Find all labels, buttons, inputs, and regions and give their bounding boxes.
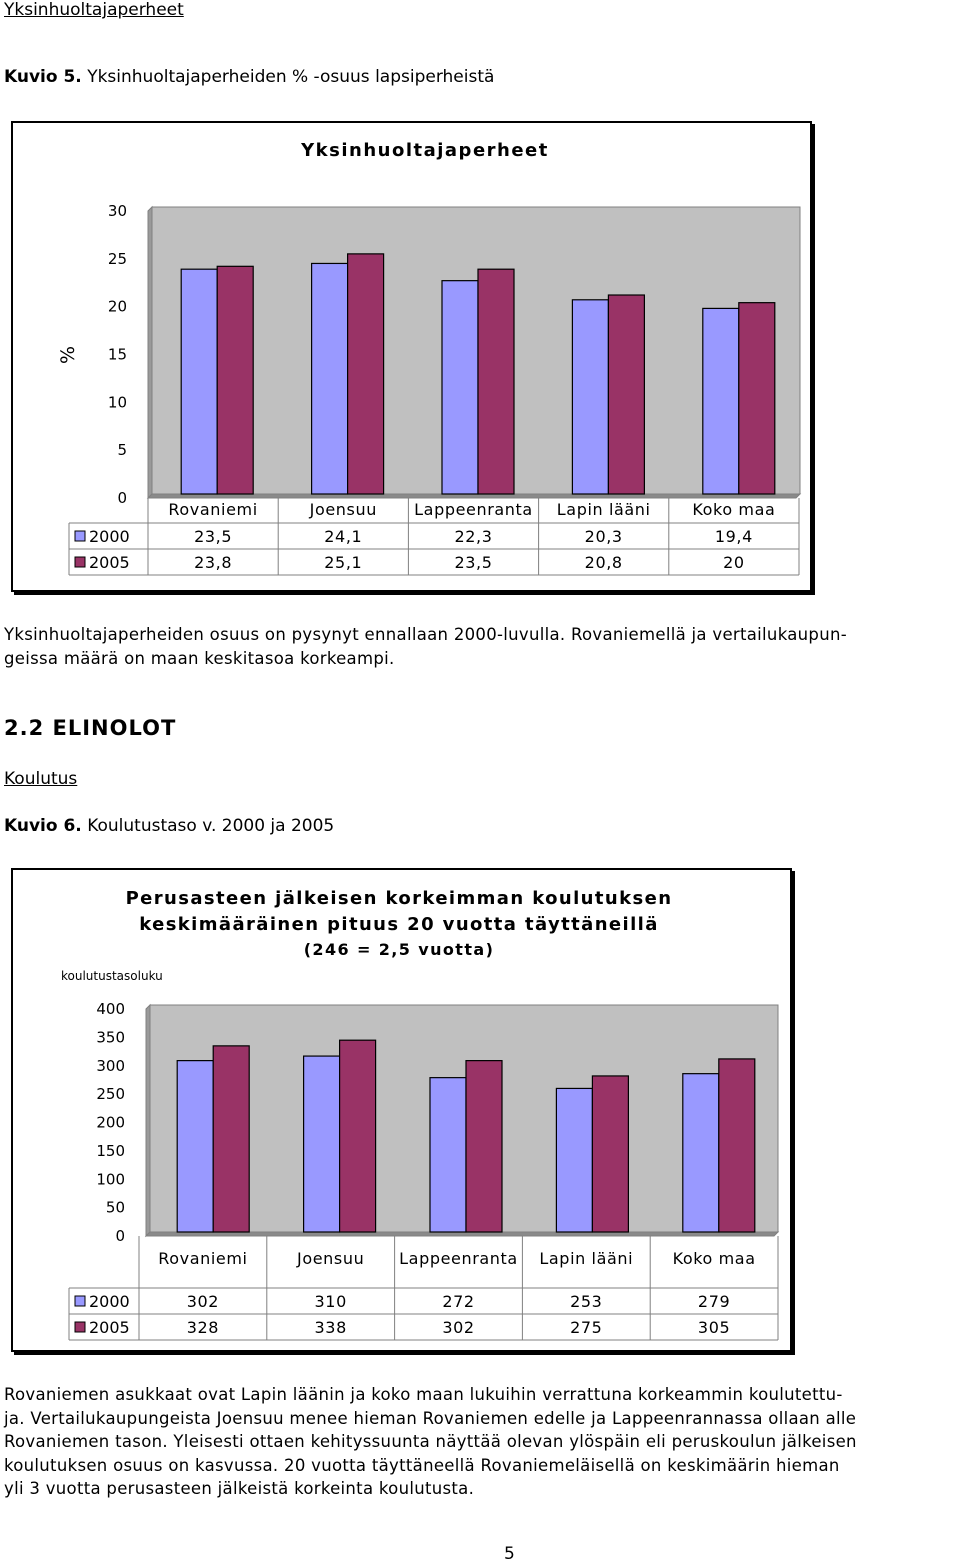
chart-title-line-1: Perusasteen jälkeisen korkeimman koulutuksen [125, 888, 673, 909]
paragraph-2-line-5: yli 3 vuotta perusasteen jälkeistä korkeinta koulutusta. [4, 1479, 475, 1498]
category-label: Lappeenranta [414, 500, 533, 519]
y-tick-label: 200 [96, 1113, 125, 1132]
plot-side-wall [148, 207, 152, 498]
bar-2000-Rovaniemi [181, 269, 217, 494]
data-label-2000: 302 [186, 1292, 220, 1311]
y-tick-label: 0 [115, 1227, 125, 1245]
legend-swatch-2005 [75, 557, 85, 567]
data-label-2005: 23,5 [454, 553, 493, 572]
figure6-caption-text: Koulutustaso v. 2000 ja 2005 [87, 816, 335, 836]
chart2-svg [13, 870, 790, 1350]
bar-2000-Joensuu [304, 1056, 340, 1232]
section-link-yksinhuoltajaperheet[interactable]: Yksinhuoltajaperheet [4, 0, 184, 20]
plot-floor [148, 494, 800, 498]
bar-2000-Lappeenranta [442, 281, 478, 494]
chart-yksinhuoltajaperheet [11, 121, 812, 592]
y-tick-label: 150 [96, 1141, 125, 1160]
bar-2000-Rovaniemi [177, 1061, 213, 1232]
bar-2005-Joensuu [340, 1040, 376, 1232]
bar-2000-Koko maa [683, 1074, 719, 1232]
legend-label-2005: 2005 [89, 1318, 130, 1337]
data-label-2005: 23,8 [194, 553, 233, 572]
category-label: Koko maa [672, 1249, 756, 1268]
section-heading: 2.2 ELINOLOT [4, 716, 177, 740]
legend-label-2005: 2005 [89, 553, 130, 572]
data-label-2000: 272 [442, 1292, 475, 1311]
paragraph-1 [4, 623, 956, 670]
data-label-2005: 302 [442, 1318, 475, 1337]
bar-2005-Koko maa [739, 303, 775, 494]
bar-2000-Koko maa [703, 308, 739, 494]
paragraph-2 [4, 1383, 956, 1501]
figure6-label: Kuvio 6. [4, 816, 82, 836]
chart-title-line-2: keskimääräinen pituus 20 vuotta täyttäneillä [139, 914, 659, 935]
y-axis-label: koulutustasoluku [61, 969, 163, 983]
y-tick-label: 250 [96, 1085, 125, 1104]
data-label-2000: 22,3 [454, 527, 493, 546]
data-label-2005: 25,1 [324, 553, 363, 572]
category-label: Lappeenranta [399, 1249, 518, 1268]
paragraph-2-line-2: ja. Vertailukaupungeista Joensuu menee hieman Rovaniemen edelle ja Lappeenrannassa ollaan alle [4, 1408, 857, 1428]
chart-title-line-1: Yksinhuoltajaperheet [301, 140, 549, 161]
chart-koulutustaso [11, 868, 792, 1352]
category-label: Lapin lääni [539, 1249, 634, 1268]
bar-2005-Lappeenranta [478, 269, 514, 494]
bar-2000-Joensuu [312, 263, 348, 494]
data-label-2000: 310 [314, 1292, 347, 1311]
y-tick-label: 300 [96, 1056, 125, 1075]
y-tick-label: 25 [107, 249, 127, 268]
category-label: Joensuu [309, 500, 377, 519]
figure6-caption [4, 816, 334, 836]
data-label-2005: 20 [723, 553, 745, 572]
y-tick-label: 30 [107, 202, 127, 220]
y-tick-label: 15 [107, 345, 127, 364]
data-label-2000: 279 [697, 1292, 731, 1311]
legend-swatch-2005 [75, 1322, 85, 1332]
paragraph-1-line-1: Yksinhuoltajaperheiden osuus on pysynyt ennallaan 2000-luvulla. Rovaniemellä ja vertailukaupun- [4, 625, 847, 644]
bar-2000-Lappeenranta [430, 1078, 466, 1232]
data-label-2005: 338 [314, 1318, 347, 1337]
data-label-2005: 275 [570, 1318, 603, 1337]
y-tick-label: 0 [117, 489, 127, 507]
category-label: Lapin lääni [556, 500, 651, 519]
data-label-2005: 305 [697, 1318, 731, 1337]
paragraph-2-line-4: koulutuksen osuus on kasvussa. 20 vuotta täyttäneellä Rovaniemeläisellä on keskimäärin hieman [4, 1455, 840, 1475]
bar-2005-Lapin lääni [592, 1076, 628, 1232]
y-tick-label: 400 [96, 1000, 125, 1018]
data-label-2000: 19,4 [714, 527, 753, 546]
y-axis-label: % [57, 345, 79, 365]
bar-2005-Lapin lääni [608, 295, 644, 494]
data-label-2005: 328 [186, 1318, 220, 1337]
legend-label-2000: 2000 [89, 1292, 130, 1311]
legend-swatch-2000 [75, 1296, 85, 1306]
bar-2005-Koko maa [719, 1059, 755, 1232]
plot-side-wall [146, 1005, 150, 1236]
y-tick-label: 100 [96, 1170, 125, 1189]
figure5-label: Kuvio 5. [4, 67, 82, 87]
paragraph-2-line-1: Rovaniemen asukkaat ovat Lapin läänin ja koko maan lukuihin verrattuna korkeammin koulutettu- [4, 1385, 843, 1404]
chart-title-line-3: (246 = 2,5 vuotta) [303, 940, 495, 959]
category-label: Rovaniemi [158, 1249, 248, 1268]
data-label-2000: 20,3 [584, 527, 623, 546]
paragraph-2-line-3: Rovaniemen tason. Yleisesti ottaen kehityssuunta näyttää olevan ylöspäin eli peruskoulun jälkeisen [4, 1432, 857, 1451]
bar-2005-Rovaniemi [217, 266, 253, 494]
category-label: Joensuu [297, 1249, 365, 1268]
bar-2005-Rovaniemi [213, 1046, 249, 1232]
y-tick-label: 50 [105, 1198, 125, 1217]
figure5-caption [4, 67, 494, 87]
legend-label-2000: 2000 [89, 527, 130, 546]
bar-2000-Lapin lääni [556, 1088, 592, 1232]
bar-2000-Lapin lääni [572, 300, 608, 494]
chart1-svg [13, 123, 810, 590]
category-label: Koko maa [692, 500, 776, 519]
data-label-2000: 24,1 [324, 527, 363, 546]
bar-2005-Lappeenranta [466, 1061, 502, 1232]
data-label-2000: 23,5 [194, 527, 233, 546]
figure5-caption-text: Yksinhuoltajaperheiden % -osuus lapsiperheistä [87, 67, 495, 87]
data-label-2000: 253 [570, 1292, 603, 1311]
page-number: 5 [504, 1544, 515, 1564]
y-tick-label: 5 [117, 441, 127, 460]
y-tick-label: 10 [107, 393, 127, 412]
y-tick-label: 350 [96, 1028, 125, 1047]
paragraph-1-line-2: geissa määrä on maan keskitasoa korkeampi. [4, 648, 395, 668]
bar-2005-Joensuu [348, 254, 384, 494]
subsection-link-koulutus[interactable]: Koulutus [4, 769, 78, 789]
legend-swatch-2000 [75, 531, 85, 541]
data-label-2005: 20,8 [584, 553, 623, 572]
y-tick-label: 20 [107, 297, 127, 316]
category-label: Rovaniemi [168, 500, 258, 519]
